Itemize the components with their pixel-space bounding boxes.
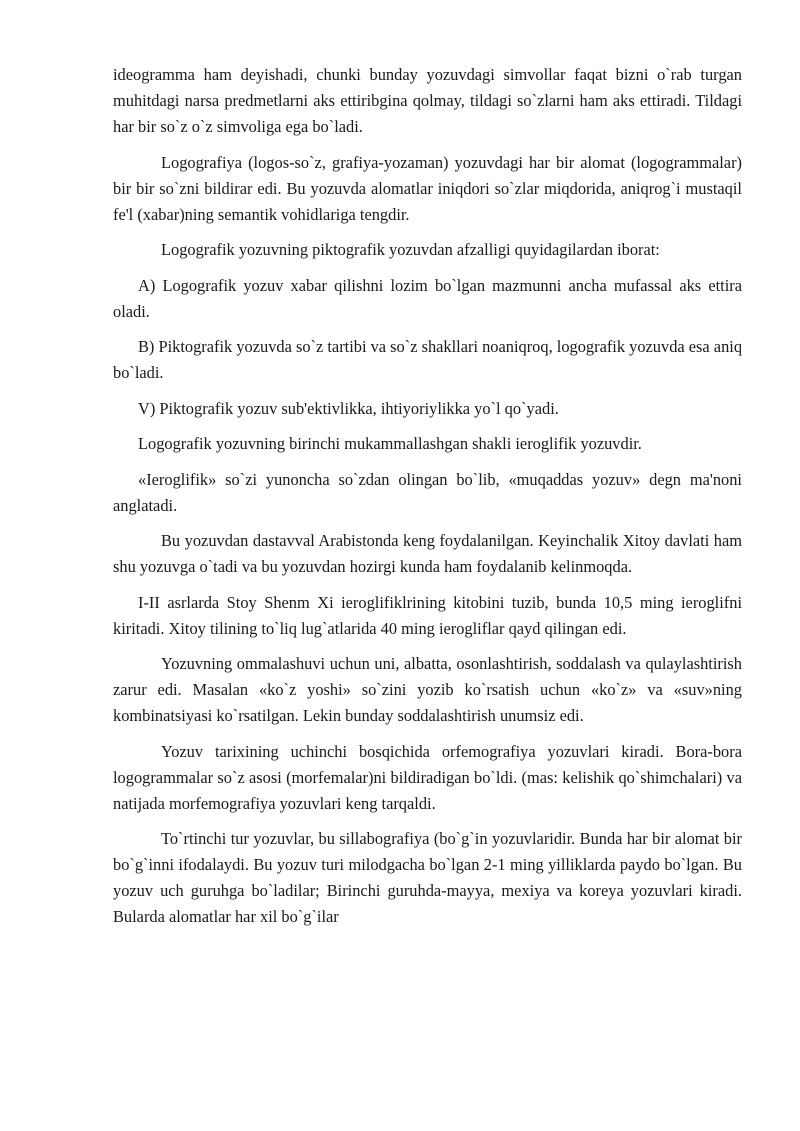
paragraph-logografiya: Logografiya (logos-so`z, grafiya-yozaman) yozuvdagi har bir alomat (logogrammalar) bir bir so`zni bildirar edi. Bu yozuvda alomatlar iniqdori so`zlar miqdorida, aniqrog`i mustaqil fe'l (xabar)ning semantik vohidlariga tengdir. [113, 152, 742, 224]
paragraph-ieroglifik-soz: «Ieroglifik» so`zi yunoncha so`zdan olingan bo`lib, «muqaddas yozuv» degn ma'noni anglatadi. [113, 469, 742, 515]
list-item-v: V) Piktografik yozuv sub'ektivlikka, ihtiyoriylikka yo`l qo`yadi. [138, 398, 559, 418]
paragraph-ideogramma: ideogramma ham deyishadi, chunki bunday yozuvdagi simvollar faqat bizni o`rab turgan muhitdagi narsa predmetlarni aks ettiribgina qolmay, tildagi so`zlarni ham aks ettiradi. Tildagi har bir so`z o`z simvoliga ega bo`ladi. [113, 65, 742, 136]
paragraph-uchinchi-bosqich: Yozuv tarixining uchinchi bosqichida orfemografiya yozuvlari kiradi. Bora-bora logogrammalar so`z asosi (morfemalar)ni bildiradigan bo`ldi. (mas: kelishik qo`shimchalari) va natijada morfemografiya yozuvlari keng tarqaldi. [113, 741, 742, 813]
paragraph-ommalashuv: Yozuvning ommalashuvi uchun uni, albatta, osonlashtirish, soddalash va qulaylashtirish zarur edi. Masalan «ko`z yoshi» so`zini yozib ko`rsatish uchun «ko`z» va «suv»ning kombinatsiyasi ko`rsatilgan. Lekin bunday soddalashtirish unumsiz edi. [113, 654, 742, 725]
paragraph-asrlar: I-II asrlarda Stoy Shenm Xi ieroglifiklrining kitobini tuzib, bunda 10,5 ming ieroglifni kiritadi. Xitoy tilining to`liq lug`atlarida 40 ming ierogliflar qayd qilingan edi. [113, 592, 742, 638]
paragraph-ieroglifik-shakl: Logografik yozuvning birinchi mukammallashgan shakli ieroglifik yozuvdir. [138, 434, 642, 453]
paragraph-tortinchi-tur: To`rtinchi tur yozuvlar, bu sillabografiya (bo`g`in yozuvlaridir. Bunda har bir alomat bir bo`g`inni ifodalaydi. Bu yozuv turi milodgacha bo`lgan 2-1 ming yilliklarda paydo bo`lgan. Bu yozuv uch guruhga bo`ladilar; Birinchi guruhda-mayya, mexiya va koreya yozuvlari kiradi. Bularda alomatlar har xil bo`g`ilar [113, 829, 742, 926]
document-page [113, 62, 742, 940]
paragraph-afzallik: Logografik yozuvning piktografik yozuvdan afzalligi quyidagilardan iborat: [161, 240, 660, 259]
list-item-a: A) Logografik yozuv xabar qilishni lozim bo`lgan mazmunni ancha mufassal aks ettira oladi. [113, 275, 742, 321]
paragraph-arabiston: Bu yozuvdan dastavval Arabistonda keng foydalanilgan. Keyinchalik Xitoy davlati ham shu yozuvga o`tadi va bu yozuvdan hozirgi kunda ham foydalanib kelinmoqda. [113, 531, 742, 576]
list-item-b: B) Piktografik yozuvda so`z tartibi va so`z shakllari noaniqroq, logografik yozuvda esa aniq bo`ladi. [113, 337, 743, 382]
